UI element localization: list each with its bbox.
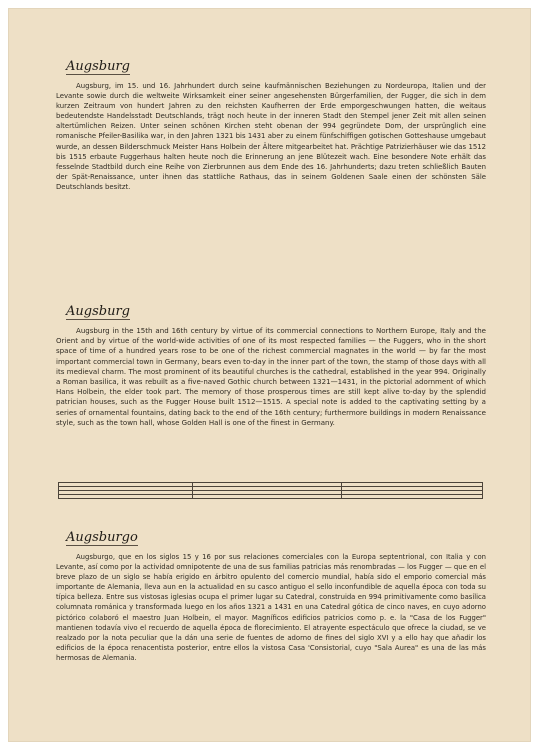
section-title-spanish: Augsburgo (66, 530, 138, 545)
section-text-german: Augsburg, im 15. und 16. Jahrhundert durch seine kaufmännischen Beziehungen zu Nordeuropa, Italien und der Levante sowie durch die weltweite Wirksamkeit einer seiner angesehensten Bürgerfamilien, der Fugger, die sich in dem kurzen Zeitraum von hundert Jahren zu den reichsten Kaufherren der Erde emporgeschwungen hatten, die weitaus bedeutendste Handelsstadt Deutschlands, trägt noch heute in der inneren Stadt den Stempel jener Zeit mit allen seinen altertümlichen Reizen. Unter seinen schönen Kirchen steht obenan der 994 gegründete Dom, der ursprünglich eine romanische Pfeiler-Basilika war, in den Jahren 1321 bis 1431 aber zu einem fünfschiffigen gotischen Gotteshause umgebaut wurde, an dessen Bilderschmuck Meister Hans Holbein der Ältere mitgearbeitet hat. Prächtige Patrizierhäuser wie das 1512 bis 1515 erbaute Fuggerhaus halten heute noch die Erinnerung an jene Blütezeit wach. Eine besondere Note erhält das fesselnde Stadtbild durch eine Reihe von Zierbrunnen aus dem Ende des 16. Jahrhunderts; dazu treten schließlich Bauten der Spät-Renaissance, unter ihnen das stattliche Rathaus, das in seinem Goldenen Saale einen der schönsten Säle Deutschlands besitzt. (56, 82, 486, 191)
section-title-german: Augsburg (66, 59, 130, 74)
section-text-english: Augsburg in the 15th and 16th century by virtue of its commercial connections to Northern Europe, Italy and the Orient and by virtue of the world-wide activities of one of its most respected families — the Fuggers, who in the short space of time of a hundred years rose to be one of the richest commercial magnates in the world — by far the most important commercial town in Germany, bears even to-day in the inner part of the town, the stamp of those days with all its medieval charm. The most prominent of its beautiful churches is the cathedral, established in the year 994. Originally a Roman basilica, it was rebuilt as a five-naved Gothic church between 1321—1431, in the pictorial adornment of which Hans Holbein, the elder took part. The memory of those prosperous times are still kept alive to-day by the splendid patrician houses, such as the Fugger House built 1512—1515. A special note is added to the captivating setting by a series of ornamental fountains, dating back to the end of the 16th century; furthermore buildings in modern Renaissance style, such as the town hall, whose Golden Hall is one of the finest in Germany. (56, 326, 486, 427)
section-german (56, 55, 486, 192)
section-english (56, 300, 486, 428)
section-spanish (56, 526, 486, 663)
section-title-english: Augsburg (66, 304, 130, 319)
booklet-page (8, 8, 531, 742)
music-staff-divider (58, 482, 483, 502)
section-text-spanish: Augsburgo, que en los siglos 15 y 16 por sus relaciones comerciales con la Europa septentrional, con Italia y con Levante, así como por la actividad omnipotente de una de sus familias patricias más renombradas — los Fugger — que en el breve plazo de un siglo se había erigido en árbitro opulento del comercio mundial, había sido el emporio comercial más importante de Alemania, lleva aun en la actualidad en su casco antiguo el sello inconfundible de aquella época con toda su típica belleza. Entre sus vistosas iglesias ocupa el primer lugar su Catedral, construida en 994 primitivamente como basílica columnata románica y transformada luego en los años 1321 a 1431 en una Catedral gótica de cinco naves, en cuyo adorno pictórico colaboró el maestro Juan Holbein, el mayor. Magníficos edificios patricios como p. e. la "Casa de los Fugger" mantienen todavía vivo el recuerdo de aquella época de florecimiento. El atrayente espectáculo que ofrece la ciudad, se ve realzado por la nota peculiar que la dán una serie de fuentes de adorno de fines del siglo XVI y a ello hay que añadir los edificios de la época renacentista posterior, entre ellos la vistosa Casa 'Consistorial, cuyo "Sala Aurea" es una de las más hermosas de Alemania. (56, 553, 486, 662)
